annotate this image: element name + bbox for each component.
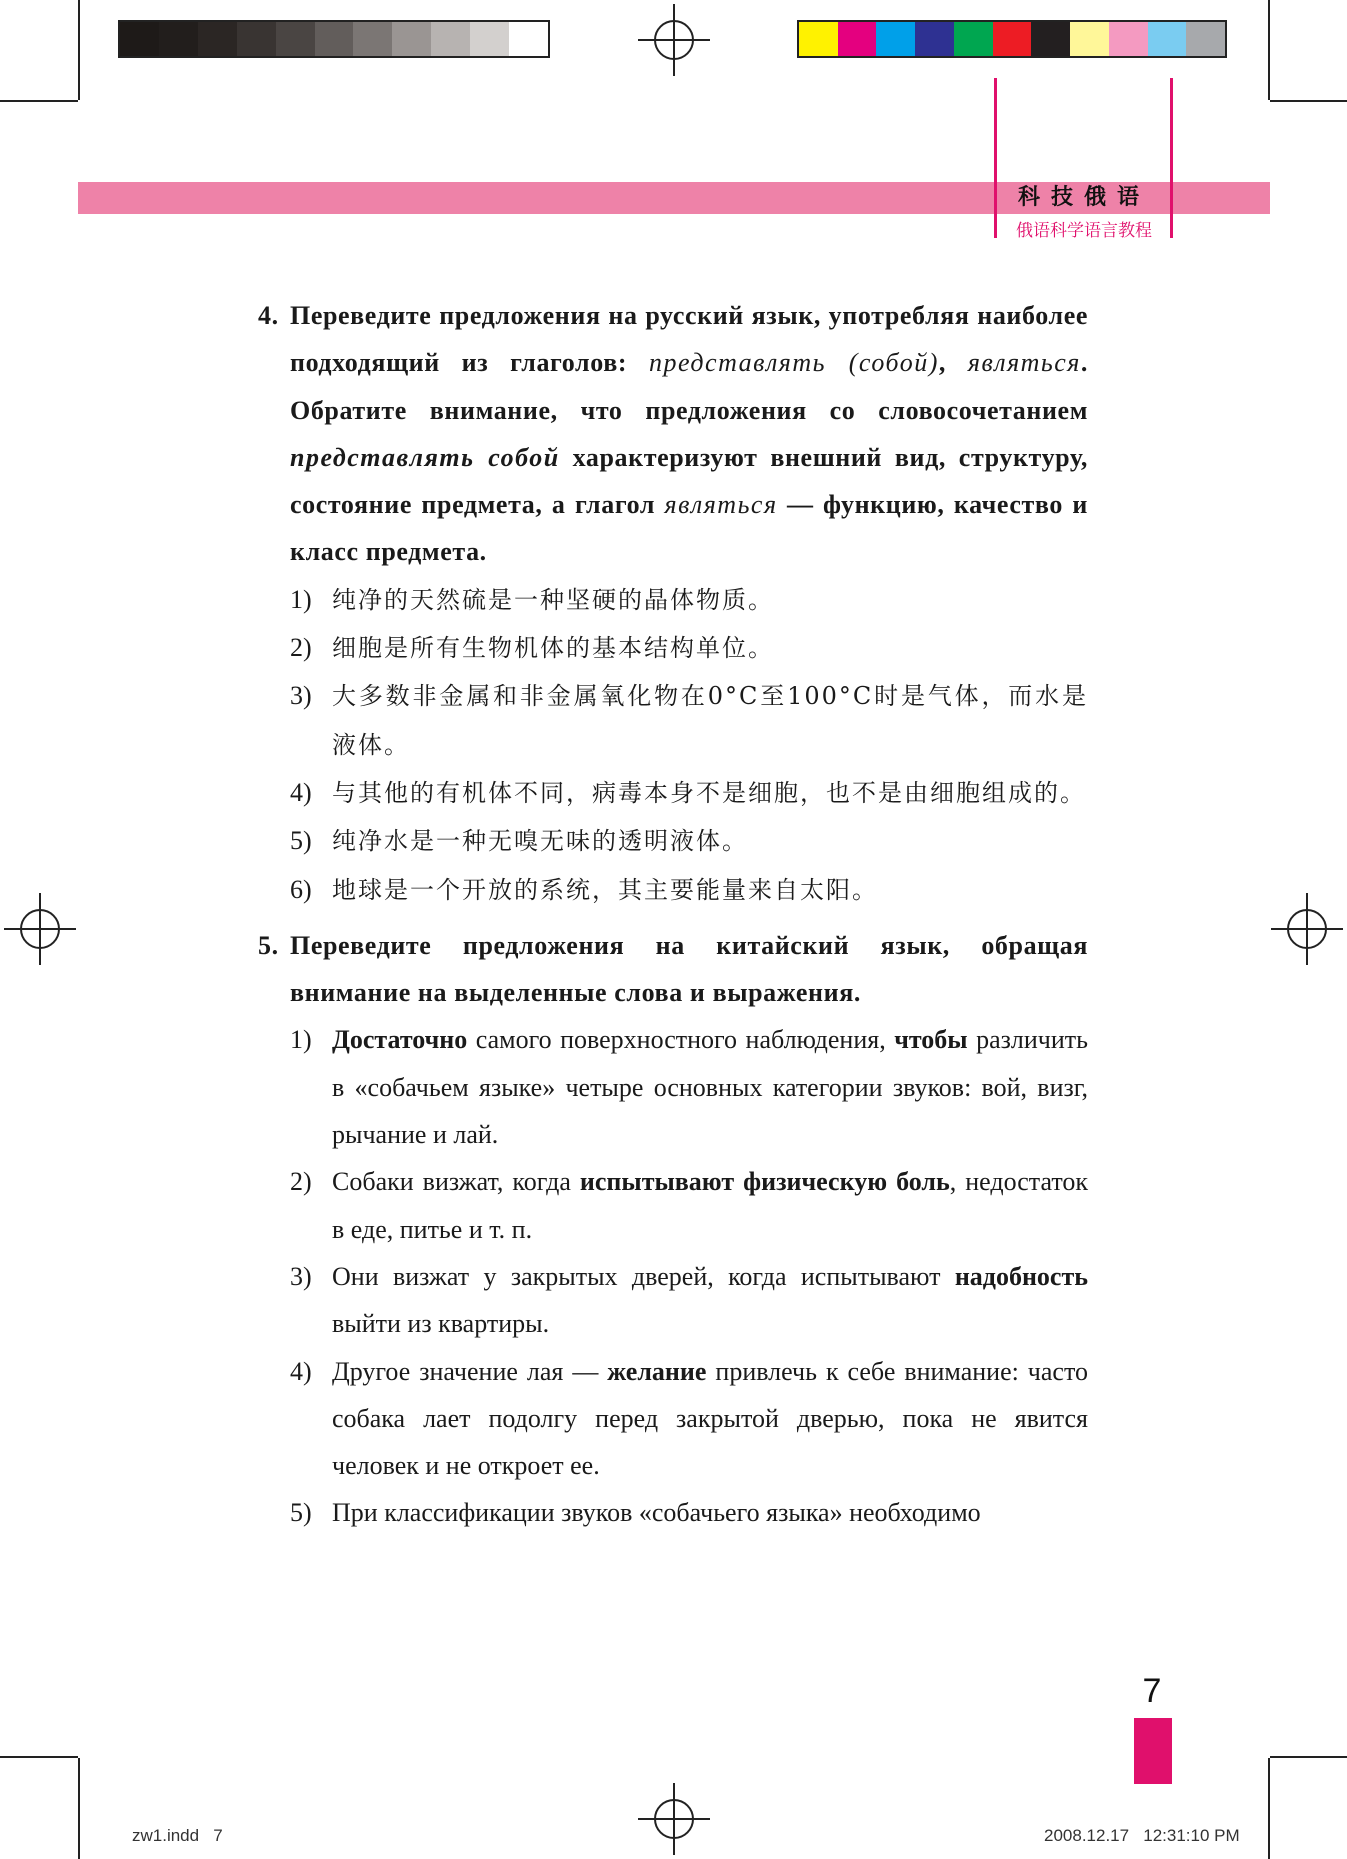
item-number: 2) [290,633,312,663]
item-number: 3) [290,681,312,711]
color-swatch [1031,22,1070,56]
item-text: 地球是一个开放的系统，其主要能量来自太阳。 [332,875,878,904]
item-number: 5) [290,1498,312,1528]
item-number: 2) [290,1167,312,1197]
highlighted-word: Достаточно [332,1025,468,1055]
item-number: 1) [290,584,312,614]
color-swatch [198,22,237,56]
crop-mark [1270,1756,1347,1758]
color-swatch [954,22,993,56]
color-swatch [237,22,276,56]
crop-mark [78,1758,80,1859]
highlighted-word: желание [607,1356,707,1386]
color-swatch [509,22,548,56]
item-number: 3) [290,1261,312,1291]
color-swatch [431,22,470,56]
color-swatch [1070,22,1109,56]
exercise-4-item [258,672,1088,769]
item-text: Они визжат у закрытых дверей, когда испытывают [332,1261,955,1291]
item-text: самого поверхностного наблюдения, [467,1025,895,1055]
header-rule-right [1170,78,1173,238]
registration-mark [654,20,694,60]
item-text: 大多数非金属和非金属氧化物在0°C至100°C时是气体，而水是液体。 [332,682,1088,759]
exercise-number: 4. [258,301,279,330]
item-text: выйти из квартиры. [332,1309,550,1339]
verb-italic: являться [967,348,1081,378]
color-swatch [799,22,838,56]
color-swatch [876,22,915,56]
instruction-text: Переведите предложения на русский язык, употребляя наиболее подходящий из глаголов: [290,301,1088,378]
item-text: 纯净的天然硫是一种坚硬的晶体物质。 [332,585,774,614]
instruction-text: , [938,348,968,378]
phrase-italic: представлять собой [290,442,560,472]
color-swatch [1109,22,1148,56]
exercise-4-item [258,576,1088,624]
item-number: 4) [290,777,312,807]
exercise-4-item [258,866,1088,914]
crop-mark [0,1756,78,1758]
item-number: 1) [290,1025,312,1055]
color-swatch [993,22,1032,56]
item-text: При классификации звуков «собачьего языка» необходимо [332,1498,981,1528]
file-slug: zw1.indd 7 [132,1826,223,1845]
verb-italic: представлять (собой) [648,348,939,378]
color-swatch [159,22,198,56]
color-swatch [838,22,877,56]
highlighted-word: надобность [954,1261,1088,1291]
header-rule-left [994,78,997,238]
crop-mark [1268,0,1270,100]
exercise-4-item [258,817,1088,865]
registration-mark [20,909,60,949]
item-text: Другое значение лая — [332,1356,608,1386]
color-swatch [276,22,315,56]
color-swatch [392,22,431,56]
crop-mark [78,0,80,100]
item-text: 细胞是所有生物机体的基本结构单位。 [332,634,774,663]
exercise-4-item [258,769,1088,817]
color-swatch [1186,22,1225,56]
registration-mark [654,1799,694,1839]
highlighted-word: испытывают физическую боль [579,1167,950,1197]
item-number: 5) [290,826,312,856]
crop-mark [0,100,78,102]
item-number: 6) [290,874,312,904]
exercise-number: 5. [258,930,279,960]
print-timestamp: 2008.12.17 12:31:10 PM [1044,1826,1240,1845]
item-text: различить в «собачьем языке» четыре основных категории звуков: вой, визг, рычание и лай. [332,1025,1088,1150]
color-swatch [120,22,159,56]
color-swatch [353,22,392,56]
registration-mark [1287,909,1327,949]
verb-italic: являться [664,490,778,520]
exercise-4-instruction [258,292,1088,576]
grayscale-calibration-strip [118,20,550,58]
book-subtitle: 俄语科学语言教程 [1016,221,1152,241]
exercise-4-item [258,624,1088,672]
item-text: Собаки визжат, когда [332,1167,580,1197]
item-text: 与其他的有机体不同，病毒本身不是细胞，也不是由细胞组成的。 [332,778,1086,807]
page-content [258,292,1088,1537]
page-number: 7 [1142,1672,1162,1710]
instruction-text: Переведите предложения на китайский язык, обращая внимание на выделенные слова и выражения. [290,930,1088,1008]
instruction-text: характеризуют внешний вид, структуру, состояние предмета, а глагол [290,442,1088,520]
book-title: 科技俄语 [1017,185,1150,210]
exercise-5-item [258,1158,1088,1253]
crop-mark [1268,1758,1270,1859]
highlighted-word: чтобы [894,1025,968,1055]
color-swatch [315,22,354,56]
item-text: 纯净水是一种无嗅无味的透明液体。 [332,827,748,856]
exercise-5-item [258,1348,1088,1490]
instruction-text: — функцию, качество и класс предмета. [290,490,1088,567]
crop-mark [1270,100,1347,102]
item-number: 4) [290,1356,312,1386]
color-swatch [1148,22,1187,56]
item-text: , недостаток в еде, питье и т. п. [332,1167,1088,1244]
color-swatch [470,22,509,56]
exercise-5-instruction [258,922,1088,1017]
color-calibration-strip [797,20,1227,58]
page-tab-marker [1134,1718,1172,1784]
color-swatch [915,22,954,56]
exercise-5-item [258,1489,1088,1536]
item-text: привлечь к себе внимание: часто собака лает подолгу перед закрытой дверью, пока не явится человек и не откроет ее. [332,1356,1088,1481]
instruction-text: . Обратите внимание, что предложения со словосочетанием [290,348,1088,425]
exercise-5-item [258,1016,1088,1158]
exercise-5-item [258,1253,1088,1348]
